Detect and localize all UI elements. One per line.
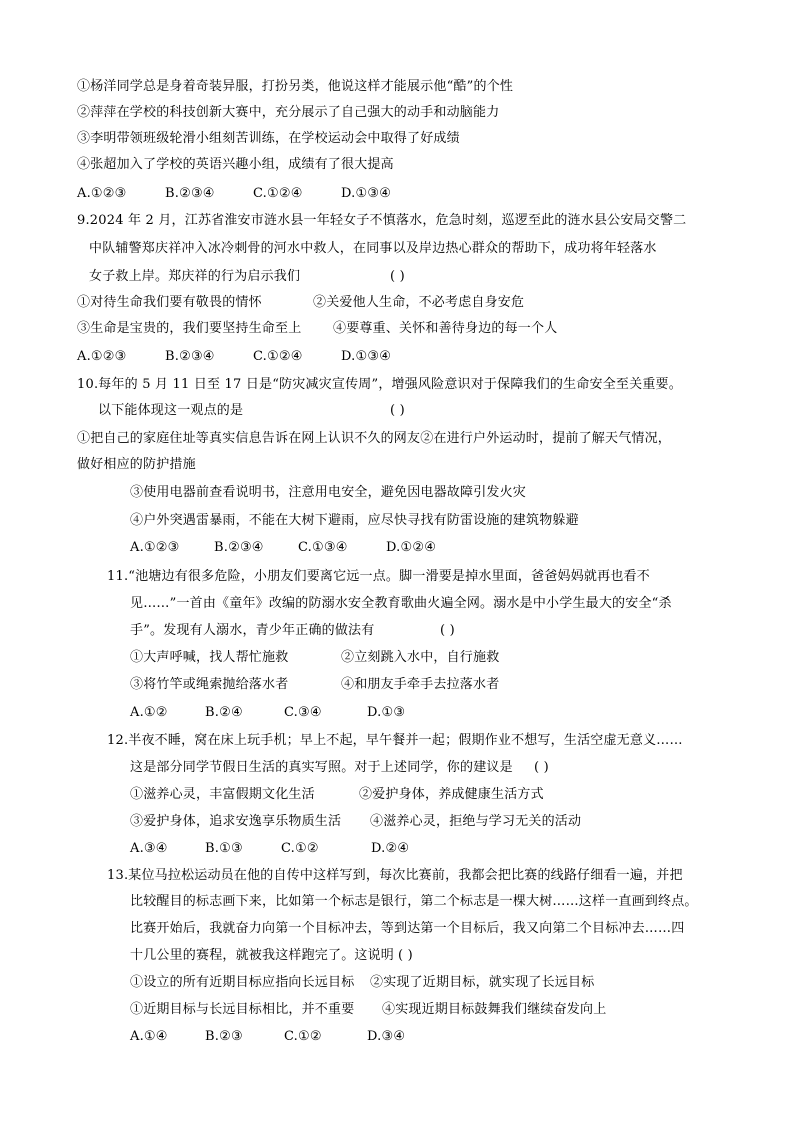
q10-stem-line-2: 以下能体现这一观点的是 xyxy=(98,403,244,418)
option-b: B.②③④ xyxy=(165,186,215,201)
q11-statement-2: ②立刻跳入水中，自行施救 xyxy=(341,650,500,665)
q11-stem-line-2: 见……”一首由《童年》改编的防溺水安全教育歌曲火遍全网。溺水是中小学生最大的安全“杀 xyxy=(130,596,672,611)
q13-stem-line-1: 13.某位马拉松运动员在他的自传中这样写到，每次比赛前，我都会把比赛的线路仔细看一遍，并把 xyxy=(107,868,683,883)
q13-statement-3: ①近期目标与长远目标相比，并不重要 xyxy=(130,1002,355,1017)
option-d: D.①③④ xyxy=(341,349,392,364)
option-c: C.①③④ xyxy=(298,540,348,555)
q10-statement-1-2: ①把自己的家庭住址等真实信息告诉在网上认识不久的网友②在进行户外运动时，提前了解天气情况， xyxy=(77,431,672,446)
q12-statement-2: ②爱护身体，养成健康生活方式 xyxy=(359,787,544,802)
q9-stem-line-2: 中队辅警郑庆祥冲入冰冷刺骨的河水中救人，在同事以及岸边热心群众的帮助下，成功将年轻落水 xyxy=(89,241,657,256)
q13-statement-1: ①设立的所有近期目标应指向长远目标 xyxy=(130,975,355,990)
q11-stem-line-3: 手”。发现有人溺水，青少年正确的做法有 xyxy=(130,623,375,638)
q12-answer-blank: ( ) xyxy=(534,760,549,775)
q13-stem-line-4: 十几公里的赛程，就被我这样跑完了。这说明 xyxy=(130,948,395,963)
option-c: C.③④ xyxy=(284,705,322,720)
option-b: B.②③ xyxy=(205,1029,243,1044)
q9-statement-4: ④要尊重、关怀和善待身边的每一个人 xyxy=(333,321,558,336)
option-c: C.①②④ xyxy=(253,349,303,364)
q13-stem-line-3: 比赛开始后，我就奋力向第一个目标冲去，等到达第一个目标后，我又向第二个目标冲去……四 xyxy=(130,921,685,936)
q11-stem-line-1: 11.“池塘边有很多危险，小朋友们要离它远一点。脚一滑要是掉水里面，爸爸妈妈就再也看不 xyxy=(107,569,650,584)
q9-statement-2: ②关爱他人生命，不必考虑自身安危 xyxy=(313,295,525,310)
q10-stem-line-1: 10.每年的 5 月 11 日至 17 日是“防灾减灾宣传周”，增强风险意识对于保障我们的生命安全至关重要。 xyxy=(77,377,682,392)
option-d: D.①②④ xyxy=(386,540,437,555)
q11-statement-1: ①大声呼喊，找人帮忙施救 xyxy=(130,650,289,665)
option-a: A.①④ xyxy=(130,1029,168,1044)
q12-stem-line-2: 这是部分同学节假日生活的真实写照。对于上述同学，你的建议是 xyxy=(130,760,513,775)
q12-stem-line-1: 12.半夜不睡，窝在床上玩手机；早上不起，早午餐并一起；假期作业不想写，生活空虚无意义…… xyxy=(107,733,683,748)
option-c: C.①② xyxy=(284,1029,322,1044)
q13-statement-2: ②实现了近期目标，就实现了长远目标 xyxy=(370,975,595,990)
option-b: B.①③ xyxy=(205,841,243,856)
q11-answer-blank: ( ) xyxy=(440,623,455,638)
option-a: A.③④ xyxy=(130,841,168,856)
option-d: D.①③ xyxy=(367,705,406,720)
option-d: D.②④ xyxy=(371,841,410,856)
q10-statement-4: ④户外突遇雷暴雨，不能在大树下避雨，应尽快寻找有防雷设施的建筑物躲避 xyxy=(130,513,579,528)
q10-answer-blank: ( ) xyxy=(390,403,405,418)
q10-statement-3: ③使用电器前查看说明书，注意用电安全，避免因电器故障引发火灾 xyxy=(130,485,527,500)
q12-statement-3: ③爱护身体，追求安逸享乐物质生活 xyxy=(130,814,342,829)
q11-statement-4: ④和朋友手牵手去拉落水者 xyxy=(341,677,500,692)
q8-statement-2: ②萍萍在学校的科技创新大赛中，充分展示了自己强大的动手和动脑能力 xyxy=(77,105,500,120)
q12-statement-1: ①滋养心灵，丰富假期文化生活 xyxy=(130,787,315,802)
q8-statement-3: ③李明带领班级轮滑小组刻苦训练，在学校运动会中取得了好成绩 xyxy=(77,131,460,146)
q8-statement-1: ①杨洋同学总是身着奇装异服，打扮另类，他说这样才能展示他“酷”的个性 xyxy=(77,79,514,94)
option-a: A.①②③ xyxy=(77,349,127,364)
option-d: D.①③④ xyxy=(341,186,392,201)
q8-statement-4: ④张超加入了学校的英语兴趣小组，成绩有了很大提高 xyxy=(77,157,394,172)
q9-stem-line-1: 9.2024 年 2 月，江苏省淮安市涟水县一年轻女子不慎落水，危急时刻，巡逻至此的涟水县公安局交警二 xyxy=(77,213,687,228)
option-a: A.①②③ xyxy=(130,540,180,555)
q9-stem-line-3: 女子救上岸。郑庆祥的行为启示我们 xyxy=(89,269,301,284)
option-b: B.②④ xyxy=(205,705,243,720)
q12-statement-4: ④滋养心灵，拒绝与学习无关的活动 xyxy=(370,814,582,829)
q9-statement-1: ①对待生命我们要有敬畏的情怀 xyxy=(77,295,262,310)
option-b: B.②③④ xyxy=(214,540,264,555)
option-b: B.②③④ xyxy=(165,349,215,364)
q13-answer-blank: ( ) xyxy=(398,948,413,963)
q13-stem-line-2: 比较醒目的标志画下来，比如第一个标志是银行，第二个标志是一棵大树……这样一直画到终点。 xyxy=(130,894,698,909)
q9-statement-3: ③生命是宝贵的，我们要坚持生命至上 xyxy=(77,321,302,336)
q11-statement-3: ③将竹竿或绳索抛给落水者 xyxy=(130,677,289,692)
q9-answer-blank: ( ) xyxy=(390,269,405,284)
option-a: A.①②③ xyxy=(77,186,127,201)
option-c: C.①②④ xyxy=(253,186,303,201)
option-d: D.③④ xyxy=(367,1029,406,1044)
q10-statement-2-cont: 做好相应的防护措施 xyxy=(77,457,196,472)
option-c: C.①② xyxy=(281,841,319,856)
option-a: A.①② xyxy=(130,705,168,720)
q13-statement-4: ④实现近期目标鼓舞我们继续奋发向上 xyxy=(382,1002,607,1017)
